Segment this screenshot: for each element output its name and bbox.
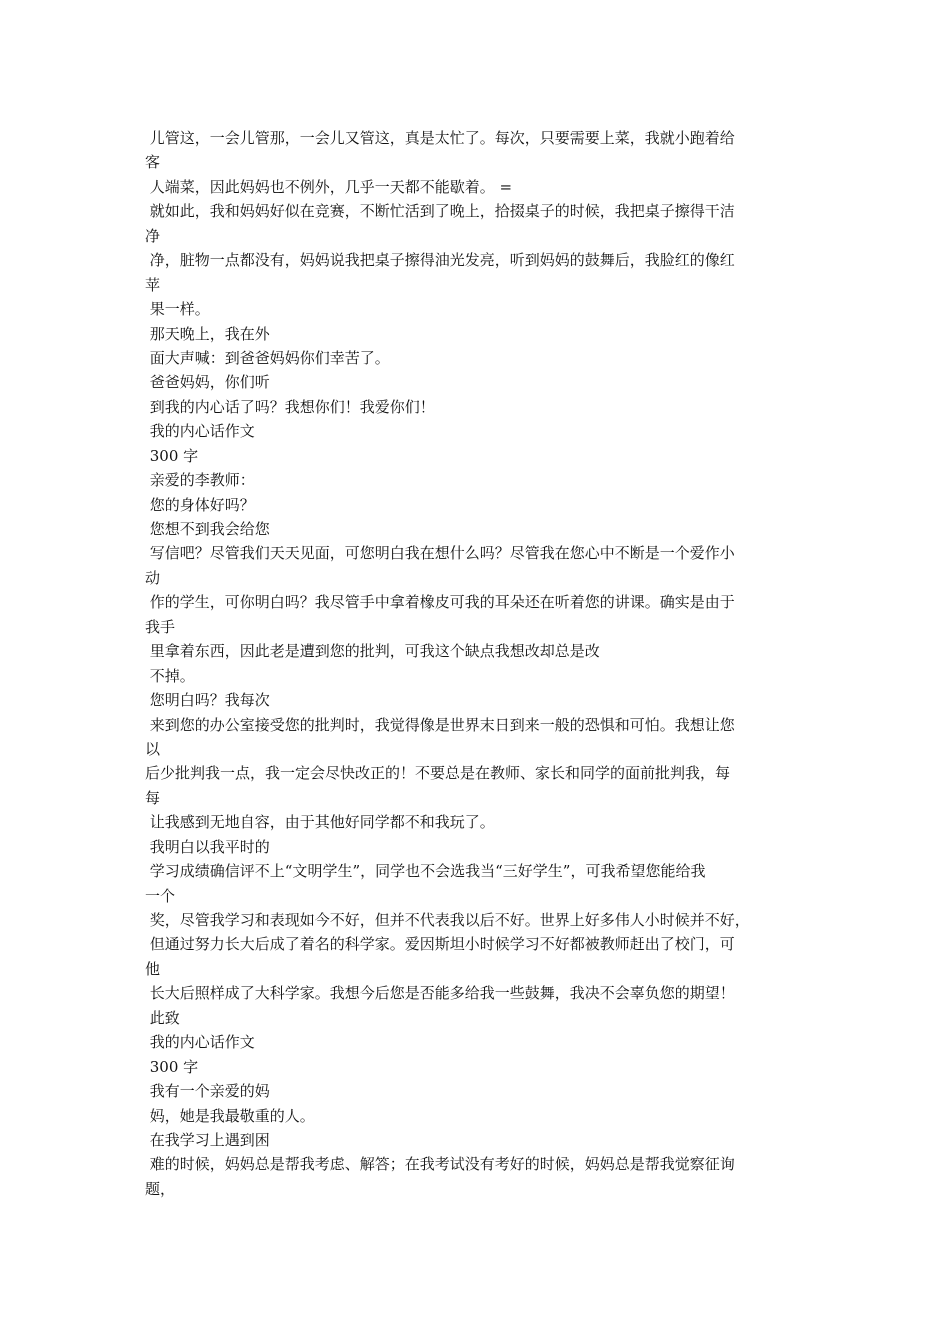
text-line: 您的身体好吗？ <box>145 495 255 514</box>
text-line: 里拿着东西，因此老是遭到您的批判，可我这个缺点我想改却总是改 <box>145 642 600 661</box>
text-line: 题， <box>145 1179 176 1198</box>
text-line: 我的内心话作文 <box>145 422 255 441</box>
document-body <box>145 126 810 1201</box>
text-line: 净 <box>145 226 161 245</box>
text-line: 但通过努力长大后成了着名的科学家。爱因斯坦小时候学习不好都被教师赶出了校门，可 <box>145 935 735 954</box>
text-line: 到我的内心话了吗？我想你们！我爱你们！ <box>145 397 435 416</box>
text-line: 人端菜，因此妈妈也不例外，几乎一天都不能歇着。 = <box>145 177 513 196</box>
text-line: 学习成绩确信评不上“文明学生”，同学也不会选我当“三好学生”，可我希望您能给我 <box>145 862 706 881</box>
text-line: 您想不到我会给您 <box>145 520 270 538</box>
text-line: 奖，尽管我学习和表现如今不好，但并不代表我以后不好。世界上好多伟人小时候并不好， <box>145 911 750 929</box>
text-line: 爸爸妈妈，你们听 <box>145 373 270 392</box>
text-line: 客 <box>145 153 161 172</box>
text-line: 300 字 <box>145 1057 199 1076</box>
text-line: 净，脏物一点都没有，妈妈说我把桌子擦得油光发亮，听到妈妈的鼓舞后，我脸红的像红 <box>145 251 735 270</box>
text-line: 让我感到无地自容，由于其他好同学都不和我玩了。 <box>145 813 495 832</box>
text-line: 此致 <box>145 1008 180 1027</box>
text-line: 您明白吗？我每次 <box>145 691 270 710</box>
text-line: 就如此，我和妈妈好似在竞赛，不断忙活到了晚上，拾掇桌子的时候，我把桌子擦得干洁 <box>145 202 735 221</box>
text-line: 一个 <box>145 886 176 905</box>
text-line: 动 <box>145 568 161 587</box>
text-line: 他 <box>145 959 161 978</box>
text-line: 难的时候，妈妈总是帮我考虑、解答；在我考试没有考好的时候，妈妈总是帮我觉察征询 <box>145 1155 735 1174</box>
text-line: 以 <box>145 739 161 758</box>
text-line: 在我学习上遇到困 <box>145 1130 270 1149</box>
text-line: 亲爱的李教师： <box>145 471 255 490</box>
text-line: 写信吧？尽管我们天天见面，可您明白我在想什么吗？尽管我在您心中不断是一个爱作小 <box>145 544 735 563</box>
text-line: 后少批判我一点，我一定会尽快改正的！不要总是在教师、家长和同学的面前批判我，每 <box>145 764 731 783</box>
text-line: 作的学生，可你明白吗？我尽管手中拿着橡皮可我的耳朵还在听着您的讲课。确实是由于 <box>145 593 735 612</box>
text-line: 我手 <box>145 617 176 636</box>
text-line: 我有一个亲爱的妈 <box>145 1082 270 1101</box>
text-line: 我明白以我平时的 <box>145 837 270 856</box>
text-line: 不掉。 <box>145 666 195 685</box>
text-line: 长大后照样成了大科学家。我想今后您是否能多给我一些鼓舞，我决不会辜负您的期望！ <box>145 984 735 1003</box>
text-line: 苹 <box>145 275 161 294</box>
text-line: 300 字 <box>145 446 199 465</box>
text-line: 果一样。 <box>145 300 210 319</box>
text-line: 儿管这，一会儿管那，一会儿又管这，真是太忙了。每次，只要需要上菜，我就小跑着给 <box>145 129 735 147</box>
text-line: 妈，她是我最敬重的人。 <box>145 1106 315 1125</box>
text-line: 每 <box>145 788 161 807</box>
text-line: 我的内心话作文 <box>145 1033 255 1052</box>
text-line: 面大声喊：到爸爸妈妈你们幸苦了。 <box>145 348 390 367</box>
text-line: 来到您的办公室接受您的批判时，我觉得像是世界末日到来一般的恐惧和可怕。我想让您 <box>145 715 735 734</box>
text-line: 那天晚上，我在外 <box>145 324 270 343</box>
